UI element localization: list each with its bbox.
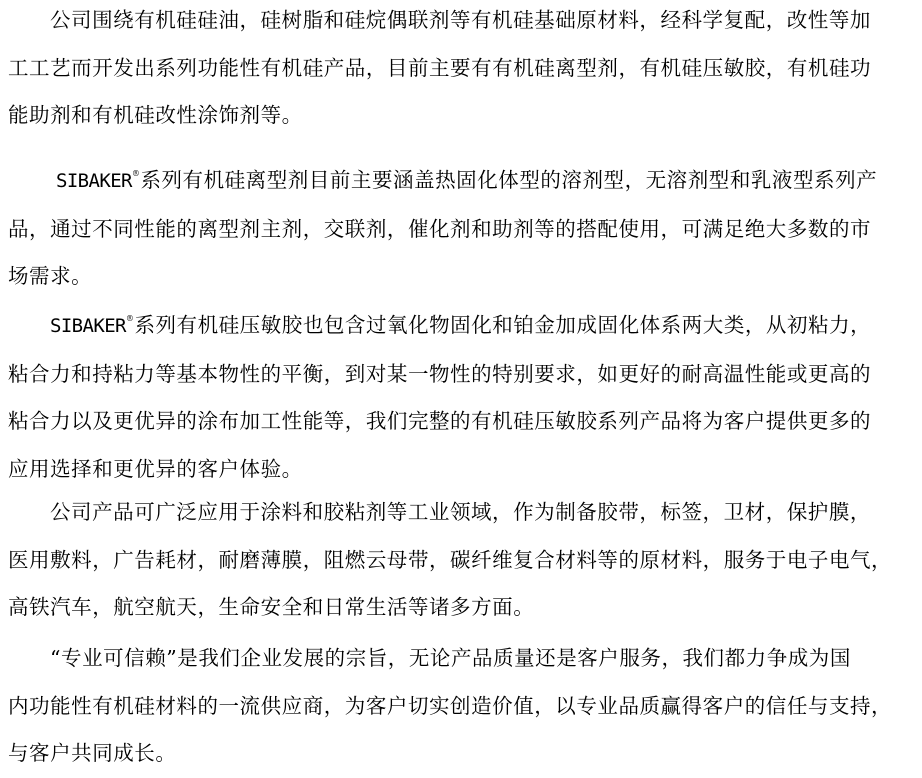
registered-mark: ®: [131, 169, 141, 178]
paragraph-mission: [8, 635, 914, 778]
paragraph-applications: [8, 489, 914, 632]
text-line: 公司围绕有机硅硅油，硅树脂和硅烷偶联剂等有机硅基础原材料，经科学复配，改性等加: [50, 8, 871, 32]
text-line: 高铁汽车，航空航天，生命安全和日常生活等诸多方面。: [8, 595, 535, 620]
brand-name: SIBAKER: [50, 315, 126, 337]
text-line: 与客户共同成长。: [8, 741, 177, 766]
paragraph-psa: [8, 295, 914, 493]
text-segment: 系列有机硅离型剂目前主要涵盖热固化体型的溶剂型，无溶剂型和乳液型系列产: [140, 168, 878, 192]
text-line: “专业可信赖”是我们企业发展的宗旨，无论产品质量还是客户服务，我们都力争成为国: [50, 646, 851, 670]
text-line: 内功能性有机硅材料的一流供应商，为客户切实创造价值，以专业品质赢得客户的信任与支持，: [8, 693, 893, 718]
text-line: 场需求。: [8, 264, 93, 289]
text-line: 医用敷料，广告耗材，耐磨薄膜，阻燃云母带，碳纤维复合材料等的原材料，服务于电子电气，: [8, 547, 893, 572]
text-segment: 系列有机硅压敏胶也包含过氧化物固化和铂金加成固化体系两大类，从初粘力，: [134, 313, 872, 337]
text-line: 工工艺而开发出系列功能性有机硅产品，目前主要有有机硅离型剂，有机硅压敏胶，有机硅功: [8, 55, 872, 80]
text-line: 公司产品可广泛应用于涂料和胶粘剂等工业领域，作为制备胶带，标签，卫材，保护膜，: [50, 500, 871, 524]
text-line: 粘合力以及更优异的涂布加工性能等，我们完整的有机硅压敏胶系列产品将为客户提供更多的: [8, 409, 872, 434]
text-line: 应用选择和更优异的客户体验。: [8, 456, 303, 481]
text-line: [8, 295, 914, 351]
paragraph-company-intro: [8, 0, 914, 140]
registered-mark: ®: [125, 314, 135, 323]
text-line: 粘合力和持粘力等基本物性的平衡，到对某一物性的特别要求，如更好的耐高温性能或更高的: [8, 361, 872, 386]
text-line: [8, 150, 914, 206]
brand-name: SIBAKER: [56, 170, 132, 192]
paragraph-release-agent: [8, 150, 914, 301]
text-line: 品，通过不同性能的离型剂主剂，交联剂，催化剂和助剂等的搭配使用，可满足绝大多数的市: [8, 216, 872, 241]
text-line: 能助剂和有机硅改性涂饰剂等。: [8, 103, 303, 128]
